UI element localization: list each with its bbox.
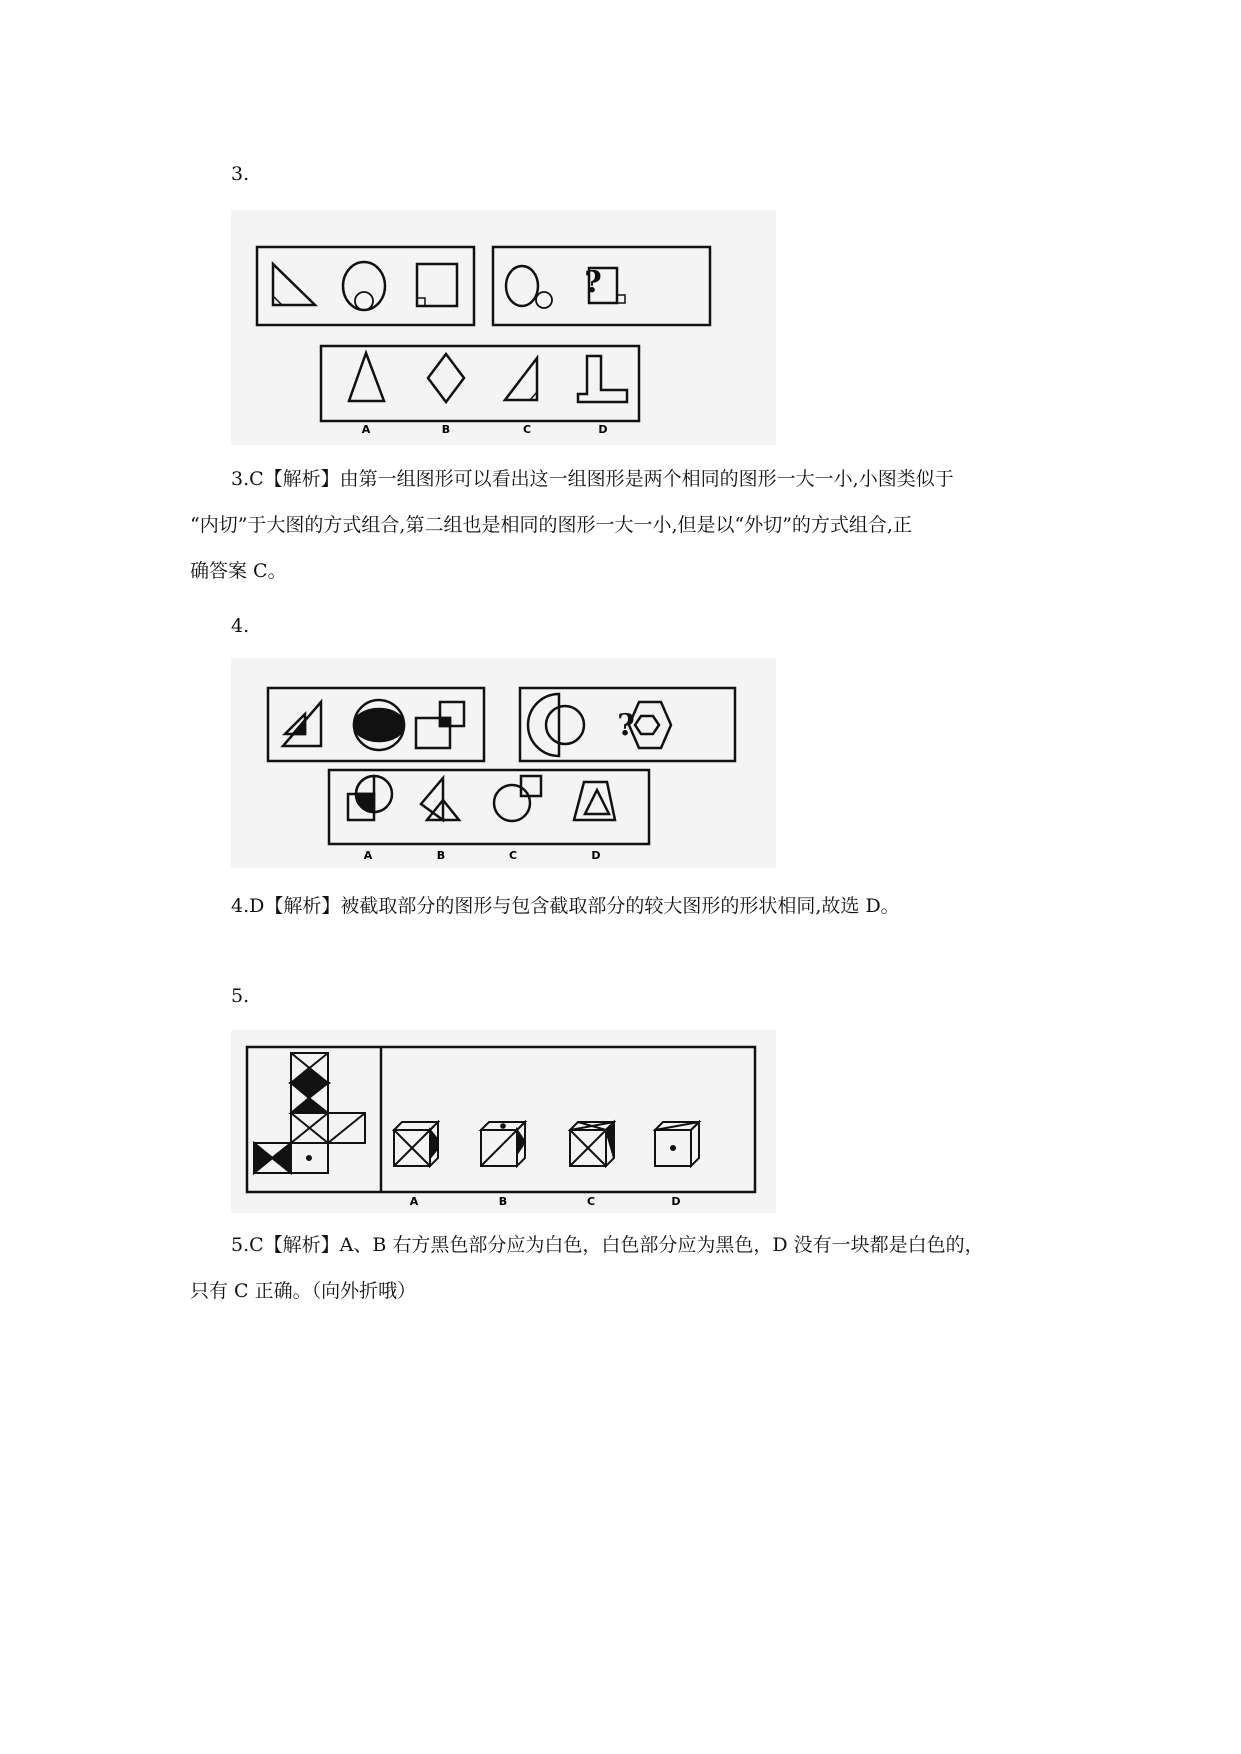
q5-number: 5. (231, 985, 250, 1007)
q4-option-a-icon (348, 776, 392, 820)
q3-analysis-line3: 确答案 C。 (190, 560, 287, 582)
q4-g2-semicircle-icon (528, 694, 584, 756)
q4-option-b-icon (421, 778, 459, 820)
q4-figure (231, 658, 776, 868)
q3-question-mark: ? (584, 265, 602, 300)
q3-option-b-label: B (441, 423, 451, 436)
q4-question-mark: ? (617, 708, 635, 743)
q5-analysis-line2: 只有 C 正确。（向外折哦） (190, 1280, 417, 1302)
q3-option-d-label: D (598, 423, 608, 436)
q3-g1-square-icon (417, 264, 457, 306)
q5-option-c-cube (570, 1122, 614, 1166)
q5-analysis-line1: 5.C【解析】A、B 右方黑色部分应为白色，白色部分应为黑色，D 没有一块都是白色的， (231, 1234, 984, 1256)
q5-option-a-cube (394, 1122, 438, 1166)
q5-option-d-label: D (671, 1195, 681, 1208)
q5-frame (247, 1047, 755, 1192)
q4-option-a-label: A (363, 849, 373, 862)
q4-analysis-line1: 4.D【解析】被截取部分的图形与包含截取部分的较大图形的形状相同,故选 D。 (231, 895, 900, 917)
q3-option-a-label: A (361, 423, 371, 436)
q3-option-c-label: C (522, 423, 532, 436)
q4-g1-circle-ellipse-icon (354, 700, 404, 750)
q3-option-b-icon (428, 354, 464, 402)
q5-option-d-cube (655, 1122, 699, 1166)
q4-g1-squares-icon (416, 702, 464, 748)
q3-g2-circle-icon (506, 266, 552, 308)
q4-number: 4. (231, 615, 250, 637)
q3-g1-circle-icon (343, 262, 385, 310)
q4-option-d-label: D (591, 849, 601, 862)
q3-number: 3. (231, 163, 250, 185)
q5-cube-net (254, 1053, 365, 1173)
q3-figure (231, 210, 776, 445)
q4-option-d-icon (574, 782, 615, 820)
q3-option-d-icon (578, 356, 627, 402)
q3-group1-frame (257, 247, 474, 325)
q5-option-b-label: B (498, 1195, 508, 1208)
q4-g2-hexagon-icon (629, 702, 671, 748)
q5-option-b-cube (481, 1122, 525, 1166)
q4-option-c-label: C (508, 849, 518, 862)
q5-option-a-label: A (409, 1195, 419, 1208)
q3-option-c-icon (505, 358, 537, 400)
q4-option-c-icon (494, 776, 541, 821)
q3-analysis-line2: “内切”于大图的方式组合,第二组也是相同的图形一大一小,但是以“外切”的方式组合,正 (190, 514, 912, 536)
q3-g1-triangle-icon (273, 264, 315, 305)
q5-option-c-label: C (586, 1195, 596, 1208)
q5-figure (231, 1030, 776, 1213)
q3-option-a-icon (349, 353, 384, 401)
q4-g1-triangles-icon (283, 702, 321, 746)
q3-analysis-line1: 3.C【解析】由第一组图形可以看出这一组图形是两个相同的图形一大一小,小图类似于 (231, 468, 954, 490)
q4-option-b-label: B (436, 849, 446, 862)
